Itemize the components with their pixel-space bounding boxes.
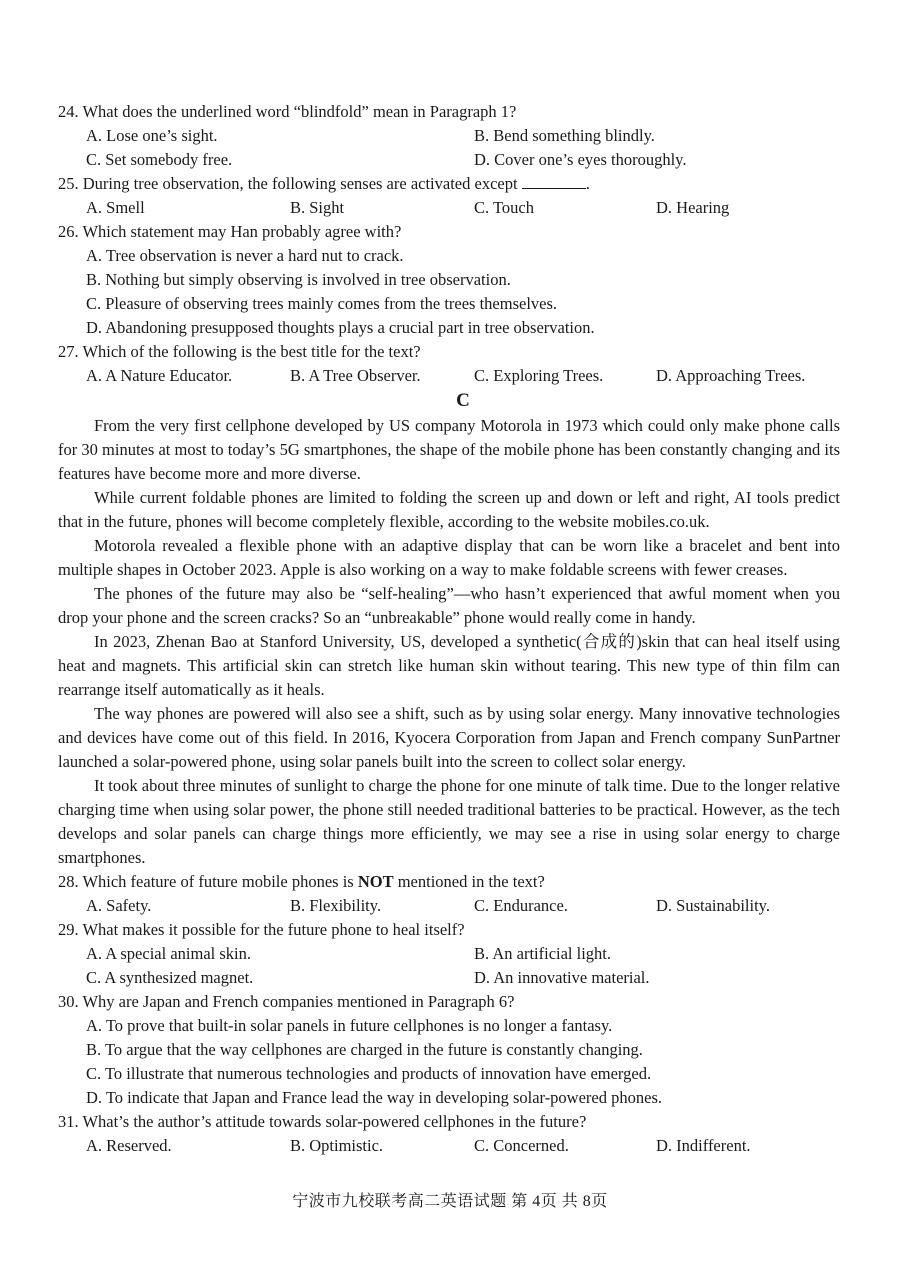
option-d: D. Abandoning presupposed thoughts plays a crucial part in tree observation.: [86, 318, 595, 337]
option-a: A. A special animal skin.: [86, 944, 251, 963]
passage-paragraph-6: The way phones are powered will also see a shift, such as by using solar energy. Many innovative technologies and devices have come out of this field. In 2016, Kyocera Corporation from Japan and French company SunPartner launched a solar-powered phone, using solar panels built into the screen to collect solar energy.: [58, 704, 840, 771]
option-c: C. Concerned.: [474, 1136, 569, 1155]
option-b: B. An artificial light.: [474, 944, 612, 963]
option-a: A. Safety.: [86, 896, 152, 915]
option-d: D. To indicate that Japan and France lead the way in developing solar-powered phones.: [86, 1088, 662, 1107]
question-24-options-row-2: [58, 148, 840, 172]
passage-paragraph-5: In 2023, Zhenan Bao at Stanford University, US, developed a synthetic(合成的)skin that can heal itself using heat and magnets. This artificial skin can stretch like human skin without tearing. This new type of thin film can rearrange itself automatically as it heals.: [58, 632, 840, 699]
question-29-stem: 29. What makes it possible for the future phone to heal itself?: [58, 920, 465, 939]
passage-paragraph-1: From the very first cellphone developed by US company Motorola in 1973 which could only make phone calls for 30 minutes at most to today’s 5G smartphones, the shape of the mobile phone has been constantly changing and its features have become more and more diverse.: [58, 416, 840, 483]
page-footer: 宁波市九校联考高二英语试题 第 4页 共 8页: [292, 1193, 608, 1210]
answer-blank: [522, 173, 586, 189]
option-d: D. Indifferent.: [656, 1136, 751, 1155]
option-a: A. Reserved.: [86, 1136, 172, 1155]
question-24-options-row-1: [58, 124, 840, 148]
question-27-stem: 27. Which of the following is the best title for the text?: [58, 342, 421, 361]
option-b: B. Sight: [290, 198, 345, 217]
option-c: C. To illustrate that numerous technologies and products of innovation have emerged.: [86, 1064, 652, 1083]
option-d: D. Approaching Trees.: [656, 366, 806, 385]
section-title: C: [456, 390, 470, 411]
option-b: B. Nothing but simply observing is involved in tree observation.: [86, 270, 511, 289]
option-b: B. A Tree Observer.: [290, 366, 421, 385]
option-c: C. Touch: [474, 198, 534, 217]
option-c: C. Pleasure of observing trees mainly comes from the trees themselves.: [86, 294, 558, 313]
question-28-options: [58, 894, 840, 918]
question-30-stem: 30. Why are Japan and French companies mentioned in Paragraph 6?: [58, 992, 515, 1011]
option-c: C. A synthesized magnet.: [86, 968, 254, 987]
option-d: D. An innovative material.: [474, 968, 650, 987]
question-25-options: [58, 196, 840, 220]
option-a: A. Smell: [86, 198, 145, 217]
question-24-stem: 24. What does the underlined word “blindfold” mean in Paragraph 1?: [58, 102, 517, 121]
option-c: C. Set somebody free.: [86, 150, 233, 169]
passage-paragraph-7: It took about three minutes of sunlight to charge the phone for one minute of talk time. Due to the longer relative charging time when using solar power, the phone still needed traditional batteries to be practical. However, as the tech develops and solar panels can charge things more efficiently, we may see a rise in using solar energy to charge smartphones.: [58, 776, 840, 867]
option-b: B. Optimistic.: [290, 1136, 384, 1155]
option-b: B. To argue that the way cellphones are charged in the future is constantly changing.: [86, 1040, 643, 1059]
option-c: C. Exploring Trees.: [474, 366, 604, 385]
passage-paragraph-4: The phones of the future may also be “self-healing”—who hasn’t experienced that awful moment when you drop your phone and the screen cracks? So an “unbreakable” phone would really come in handy.: [58, 584, 840, 627]
passage-paragraph-3: Motorola revealed a flexible phone with an adaptive display that can be worn like a bracelet and bent into multiple shapes in October 2023. Apple is also working on a way to make foldable screens with fewer creases.: [58, 536, 840, 579]
question-31-stem: 31. What’s the author’s attitude towards solar-powered cellphones in the future?: [58, 1112, 587, 1131]
question-27-options: [58, 364, 840, 388]
option-c: C. Endurance.: [474, 896, 568, 915]
option-a: A. To prove that built-in solar panels in future cellphones is no longer a fantasy.: [86, 1016, 613, 1035]
question-31-options: [58, 1134, 840, 1158]
option-a: A. Lose one’s sight.: [86, 126, 218, 145]
option-a: A. Tree observation is never a hard nut to crack.: [86, 246, 404, 265]
option-b: B. Bend something blindly.: [474, 126, 655, 145]
option-a: A. A Nature Educator.: [86, 366, 233, 385]
question-29-options-row-2: [58, 966, 840, 990]
exam-page: [58, 100, 840, 1158]
option-d: D. Cover one’s eyes thoroughly.: [474, 150, 687, 169]
question-29-options-row-1: [58, 942, 840, 966]
question-26-stem: 26. Which statement may Han probably agree with?: [58, 222, 402, 241]
option-d: D. Hearing: [656, 198, 730, 217]
option-b: B. Flexibility.: [290, 896, 382, 915]
question-25-stem: 25. During tree observation, the following senses are activated except .: [58, 174, 590, 193]
option-d: D. Sustainability.: [656, 896, 770, 915]
passage-paragraph-2: While current foldable phones are limited to folding the screen up and down or left and right, AI tools predict that in the future, phones will become completely flexible, according to the website mobiles.co.uk.: [58, 488, 840, 531]
question-28-stem: 28. Which feature of future mobile phones is NOT mentioned in the text?: [58, 872, 545, 891]
